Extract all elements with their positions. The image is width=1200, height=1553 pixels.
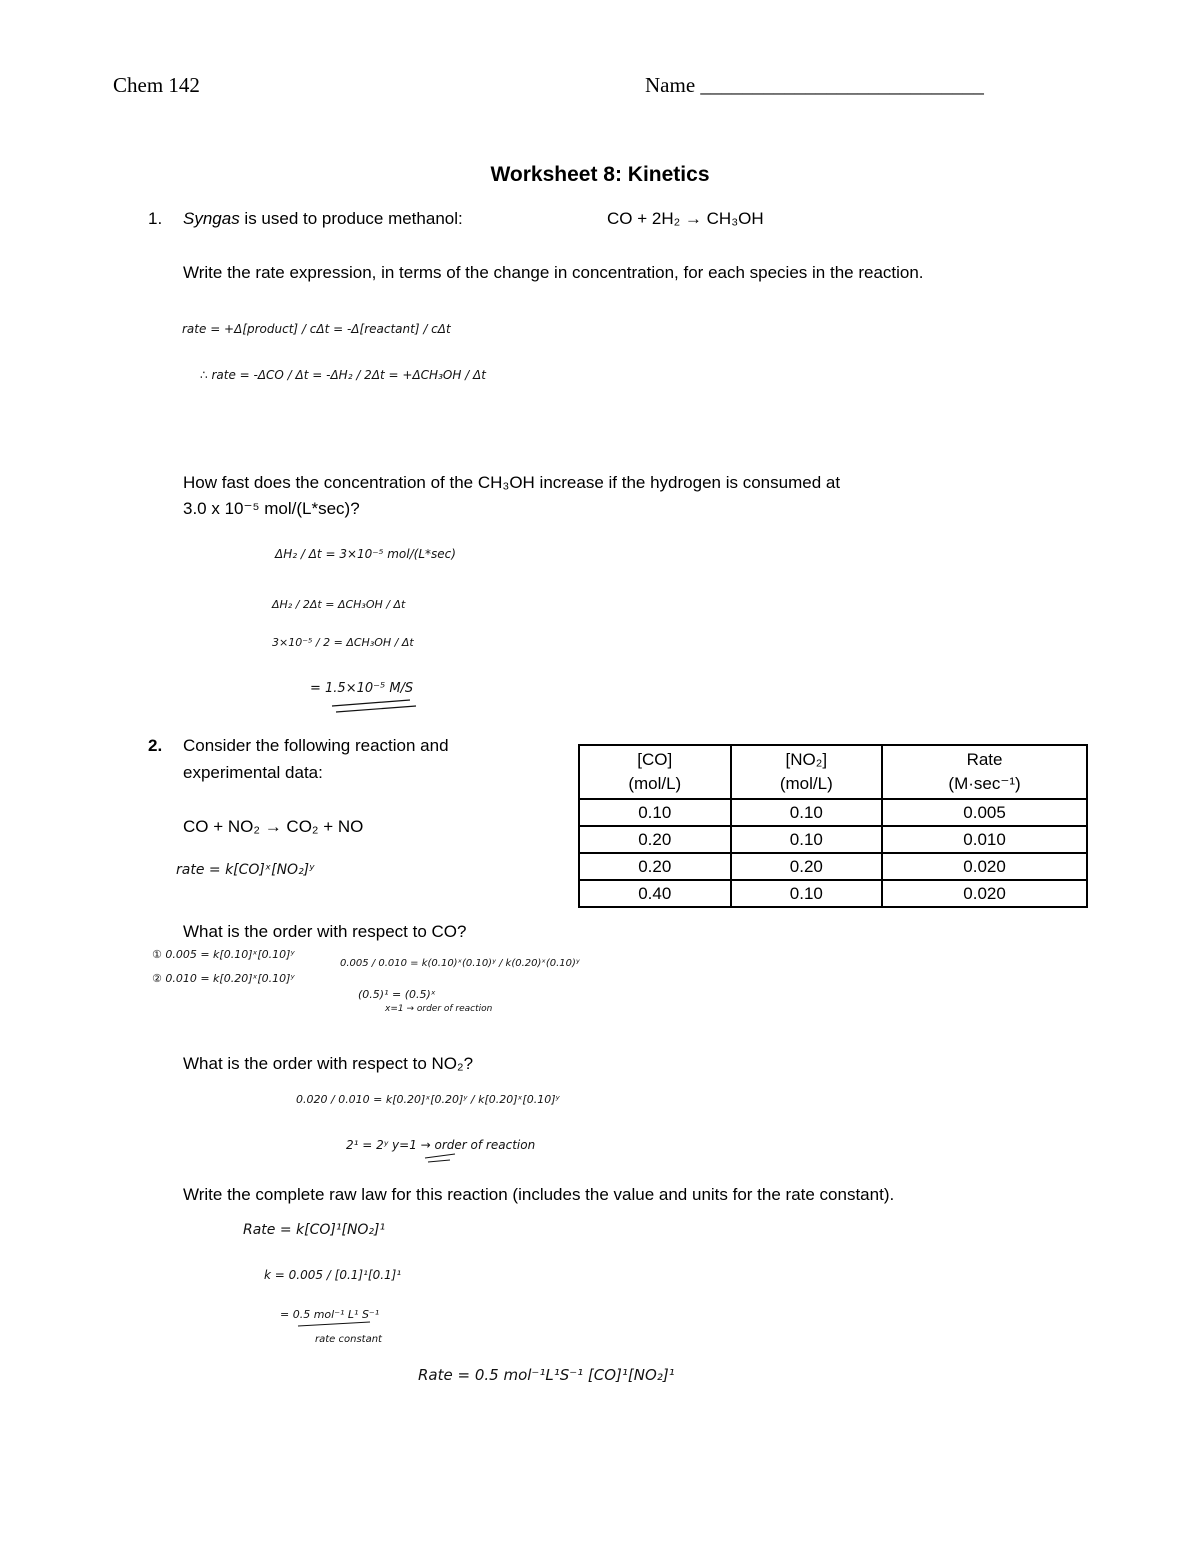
q1-prompt-rest: is used to produce methanol:	[239, 209, 463, 228]
k-underline	[298, 1322, 370, 1326]
hand-no2-1: 0.020 / 0.010 = k[0.20]ˣ[0.20]ʸ / k[0.20]ˣ[0.10]ʸ	[296, 1093, 560, 1106]
q2-prompt-line2: experimental data:	[183, 763, 323, 782]
course-label: Chem 142	[113, 73, 200, 97]
hand-co-1: ① 0.005 = k[0.10]ˣ[0.10]ʸ	[152, 948, 295, 961]
q2-number: 2.	[148, 736, 163, 755]
q1-equation: CO + 2H₂ → CH₃OH	[607, 209, 764, 228]
table-cell: 0.10	[579, 799, 731, 826]
hand-co-3: 0.005 / 0.010 = k(0.10)ˣ(0.10)ʸ / k(0.20)ˣ(0.10)ʸ	[340, 958, 580, 969]
hand-ans-1: ΔH₂ / Δt = 3×10⁻⁵ mol/(L*sec)	[275, 547, 456, 561]
table-cell: 0.20	[579, 853, 731, 880]
table-cell: 0.40	[579, 880, 731, 907]
hand-co-4: (0.5)¹ = (0.5)ˣ	[358, 988, 436, 1001]
hand-co-2: ② 0.010 = k[0.20]ˣ[0.10]ʸ	[152, 972, 295, 985]
q2-raw-law: Write the complete raw law for this reaction (includes the value and units for the rate constant).	[183, 1185, 895, 1204]
hand-ans-2: ΔH₂ / 2Δt = ΔCH₃OH / Δt	[272, 598, 406, 611]
hand-law-2: k = 0.005 / [0.1]¹[0.1]¹	[264, 1268, 402, 1282]
q2-order-co: What is the order with respect to CO?	[183, 922, 467, 941]
q1-write-rate: Write the rate expression, in terms of the change in concentration, for each species in the reaction.	[183, 263, 924, 282]
hand-law-1: Rate = k[CO]¹[NO₂]¹	[243, 1222, 386, 1238]
name-label: Name	[645, 73, 696, 97]
hand-ans-4: = 1.5×10⁻⁵ M/S	[310, 681, 414, 696]
table-cell: 0.010	[882, 826, 1087, 853]
q2-prompt-line1: Consider the following reaction and	[183, 736, 449, 755]
table-cell: 0.005	[882, 799, 1087, 826]
page-title: Worksheet 8: Kinetics	[490, 163, 710, 186]
hand-co-5: x=1 → order of reaction	[385, 1004, 493, 1014]
table-cell: 0.10	[731, 799, 883, 826]
table-cell: 0.20	[579, 826, 731, 853]
hand-law-4: rate constant	[315, 1334, 382, 1345]
hand-ans-3: 3×10⁻⁵ / 2 = ΔCH₃OH / Δt	[272, 636, 414, 649]
table-cell: 0.020	[882, 880, 1087, 907]
answer-underline	[332, 700, 416, 712]
header-rate: Rate (M·sec⁻¹)	[882, 745, 1087, 799]
header-no2: [NO₂] (mol/L)	[731, 745, 883, 799]
table-cell: 0.10	[731, 826, 883, 853]
table-cell: 0.020	[882, 853, 1087, 880]
hand-rate-2: ∴ rate = -ΔCO / Δt = -ΔH₂ / 2Δt = +ΔCH₃OH / Δt	[200, 368, 486, 382]
hand-q2-rate: rate = k[CO]ˣ[NO₂]ʸ	[176, 862, 315, 878]
q1-number: 1.	[148, 209, 163, 228]
q2-order-no2: What is the order with respect to NO₂?	[183, 1054, 474, 1073]
table-cell: 0.10	[731, 880, 883, 907]
hand-no2-2: 2¹ = 2ʸ y=1 → order of reaction	[346, 1138, 536, 1152]
hand-law-5: Rate = 0.5 mol⁻¹L¹S⁻¹ [CO]¹[NO₂]¹	[418, 1366, 675, 1384]
q2-equation: CO + NO₂ → CO₂ + NO	[183, 817, 364, 836]
hand-law-3: = 0.5 mol⁻¹ L¹ S⁻¹	[280, 1308, 380, 1321]
q1-prompt-italic: Syngas	[183, 209, 240, 228]
table-cell: 0.20	[731, 853, 883, 880]
y-underline	[425, 1154, 455, 1162]
hand-rate-1: rate = +Δ[product] / cΔt = -Δ[reactant] / cΔt	[182, 322, 451, 336]
name-line: ___________________________	[700, 73, 984, 97]
q1-how-fast-line2: 3.0 x 10⁻⁵ mol/(L*sec)?	[183, 499, 360, 518]
header-co: [CO] (mol/L)	[579, 745, 731, 799]
q1-how-fast-line1: How fast does the concentration of the CH₃OH increase if the hydrogen is consumed at	[183, 473, 841, 492]
